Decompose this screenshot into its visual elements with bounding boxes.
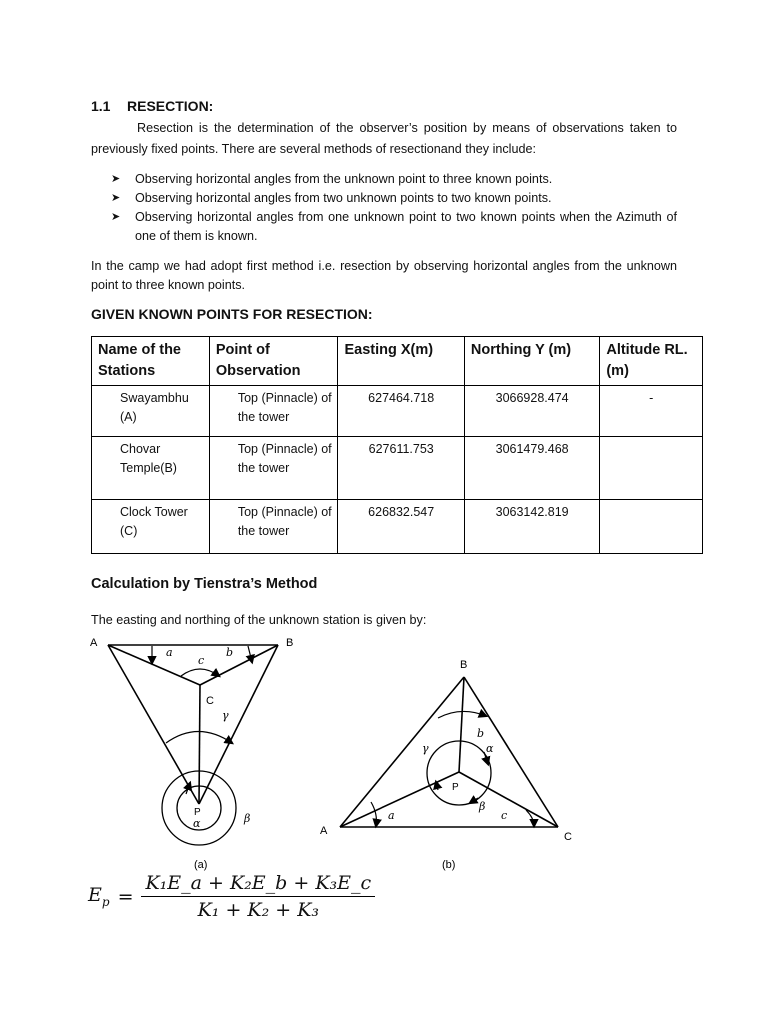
cell-altitude: [600, 437, 703, 500]
formula-denominator: K₁ + K₂ + K₃: [197, 899, 320, 921]
equals-sign: =: [117, 885, 134, 908]
figure-a-label-B: B: [286, 637, 294, 649]
cell-northing: 3066928.474: [464, 386, 599, 437]
figure-b-label-C: C: [564, 831, 572, 843]
list-item: ➤ Observing horizontal angles from the unknown point to three known points.: [91, 170, 677, 189]
section-title: RESECTION:: [127, 98, 214, 114]
formula-fraction: [141, 872, 375, 921]
table-row: [92, 437, 703, 500]
arrow-bullet-icon: ➤: [111, 192, 121, 204]
cell-easting: 627464.718: [338, 386, 464, 437]
figure-a-label-P: P: [194, 807, 201, 818]
cell-observation: Top (Pinnacle) of the tower: [209, 386, 338, 437]
resection-diagram: [86, 632, 606, 872]
section-number: 1.1: [91, 98, 111, 114]
figure-a-label-A: A: [90, 637, 98, 649]
figure-b-label-B: B: [460, 659, 468, 671]
cell-northing: 3061479.468: [464, 437, 599, 500]
figure-b-label-beta: β: [479, 800, 486, 813]
methods-list: [91, 170, 677, 246]
header-observation: Point of Observation: [209, 337, 338, 386]
cell-northing: 3063142.819: [464, 500, 599, 554]
figure-a-label-a: a: [166, 646, 173, 659]
figure-a-label-C: C: [206, 695, 214, 707]
cell-easting: 626832.547: [338, 500, 464, 554]
formula-lhs: $E_p$: [88, 884, 110, 909]
formula-numerator: K₁E_a + K₂E_b + K₃E_c: [141, 872, 375, 897]
intro-paragraph: Resection is the determination of the observer’s position by means of observations taken to previously fixed points. There are several methods of resectionand they include:: [91, 121, 677, 156]
figure-b-label-alpha: α: [486, 742, 494, 755]
figure-a-label-c: c: [198, 654, 205, 667]
cell-altitude: -: [600, 386, 703, 437]
figure-b-caption: (b): [442, 859, 456, 871]
header-altitude: Altitude RL. (m): [600, 337, 703, 386]
header-easting: Easting X(m): [338, 337, 464, 386]
header-station-name: Name of the Stations: [92, 337, 210, 386]
table-row: [92, 386, 703, 437]
figure-b-label-P: P: [452, 782, 459, 793]
table-title: GIVEN KNOWN POINTS FOR RESECTION:: [91, 306, 373, 322]
figure-a-caption: (a): [194, 859, 208, 871]
figure-b-label-b: b: [477, 727, 485, 740]
figure-a-label-gamma: γ: [222, 709, 229, 722]
arrow-bullet-icon: ➤: [111, 211, 121, 223]
table-header-row: [92, 337, 703, 386]
arrow-bullet-icon: ➤: [111, 173, 121, 185]
tienstra-formula: [88, 872, 375, 921]
cell-easting: 627611.753: [338, 437, 464, 500]
figure-b: [340, 677, 558, 827]
cell-station-name: Chovar Temple(B): [92, 437, 210, 500]
header-northing: Northing Y (m): [464, 337, 599, 386]
list-item: ➤ Observing horizontal angles from one unknown point to two known points when the Azimuth of one of them is known.: [111, 210, 677, 243]
section-heading: [91, 98, 213, 114]
figure-b-label-gamma: γ: [422, 742, 429, 755]
known-points-table: [91, 336, 703, 554]
method-paragraph: The easting and northing of the unknown station is given by:: [91, 613, 427, 627]
figure-b-label-A: A: [320, 825, 328, 837]
figure-a: [108, 645, 278, 845]
method-title: Calculation by Tienstra’s Method: [91, 576, 318, 592]
cell-station-name: Clock Tower (C): [92, 500, 210, 554]
camp-paragraph: In the camp we had adopt first method i.e. resection by observing horizontal angles from the unknown point to three known points.: [91, 259, 677, 292]
figure-a-label-alpha: α: [193, 817, 201, 830]
table-row: [92, 500, 703, 554]
list-item: ➤ Observing horizontal angles from two unknown points to two known points.: [91, 189, 677, 208]
figure-b-label-c: c: [501, 809, 508, 822]
figure-a-label-beta: β: [244, 812, 251, 825]
figure-a-label-b: b: [226, 646, 234, 659]
cell-station-name: Swayambhu (A): [92, 386, 210, 437]
cell-observation: Top (Pinnacle) of the tower: [209, 500, 338, 554]
cell-observation: Top (Pinnacle) of the tower: [209, 437, 338, 500]
figure-b-label-a: a: [388, 809, 395, 822]
cell-altitude: [600, 500, 703, 554]
